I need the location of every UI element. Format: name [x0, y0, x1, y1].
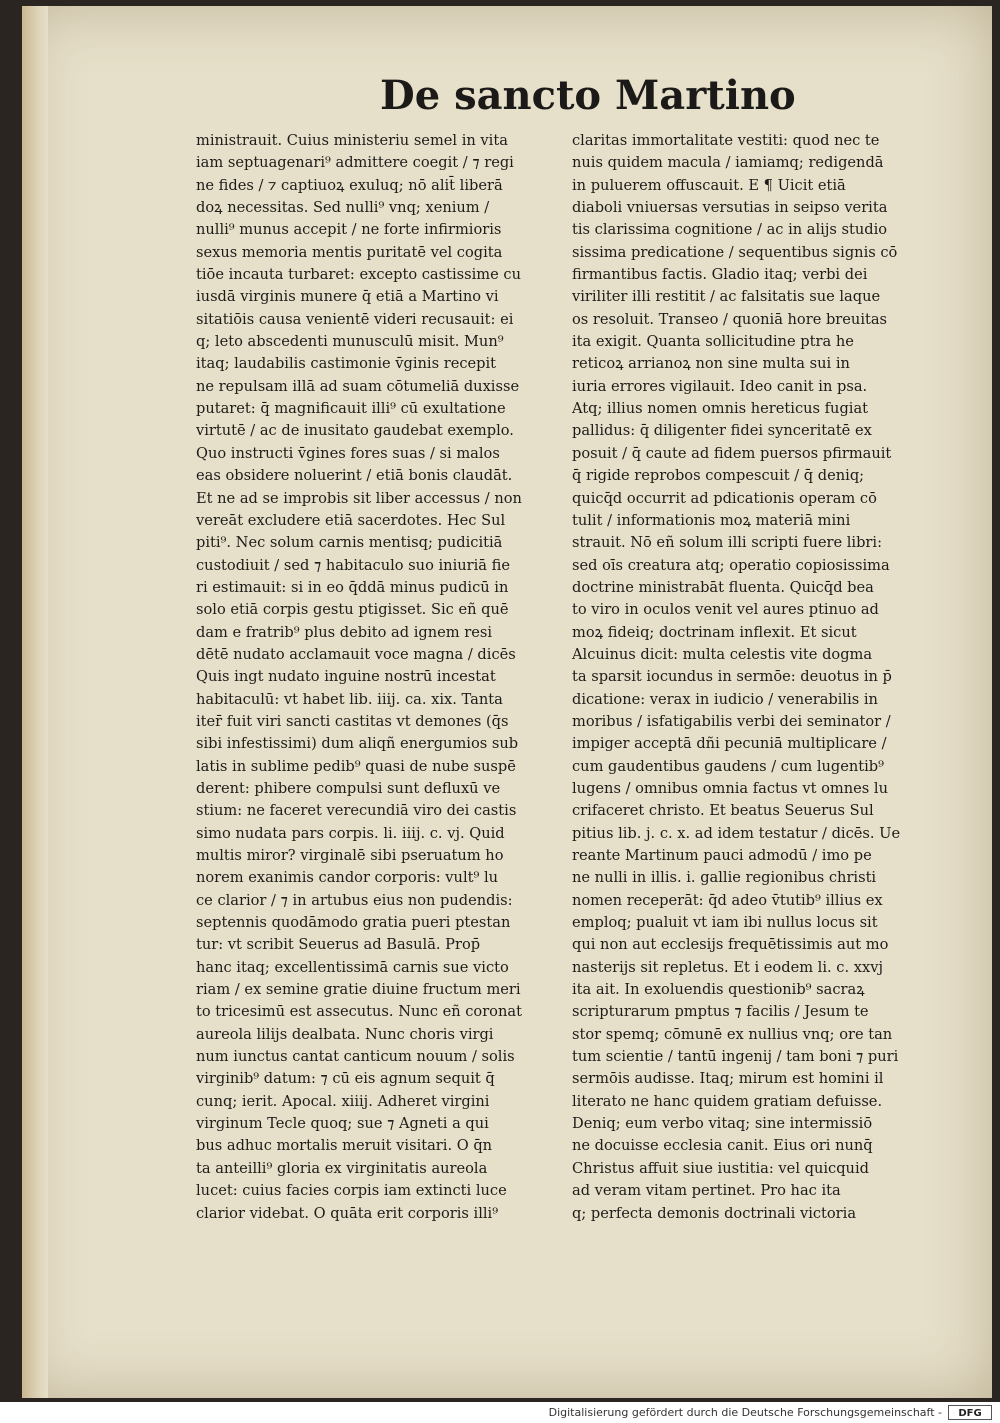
text-line: multis miror? virginalē sibi pseruatum ho	[196, 847, 504, 864]
text-line: diaboli vniuersas versutias in seipso verita	[572, 199, 888, 217]
left-text-column	[196, 130, 582, 1222]
text-line: literato ne hanc quidem gratiam defuisse.	[572, 1092, 883, 1110]
text-line: to tricesimū est assecutus. Nunc eñ coronat	[196, 1003, 522, 1021]
text-line: scripturarum pmptus ⁊ facilis / Jesum te	[572, 1003, 869, 1021]
page-edge	[22, 6, 48, 1398]
text-line: Et ne ad se improbis sit liber accessus / non	[196, 489, 522, 507]
text-line: putaret: q̄ magnificauit illi⁹ cū exultatione	[196, 400, 506, 418]
text-line: ta anteilli⁹ gloria ex virginitatis aureola	[196, 1159, 488, 1177]
text-line: cunq; ierit. Apocal. xiiij. Adheret virgini	[196, 1092, 490, 1110]
text-line: ita exigit. Quanta sollicitudine ptra he	[572, 333, 854, 351]
text-line: latis in sublime pedib⁹ quasi de nube suspē	[196, 757, 516, 775]
text-line: lugens / omnibus omnia factus vt omnes lu	[572, 779, 888, 797]
text-line: nomen receperāt: q̄d adeo v̄tutib⁹ illius ex	[572, 891, 883, 909]
text-line: norem exanimis candor corporis: vult⁹ lu	[196, 869, 499, 887]
text-line: doctrine ministrabāt fluenta. Quicq̄d bea	[572, 578, 874, 596]
text-line: solo etiā corpis gestu ptigisset. Sic eñ quē	[196, 601, 509, 619]
text-line: septennis quodāmodo gratia pueri ptestan	[196, 914, 511, 932]
text-line: lucet: cuius facies corpis iam extincti luce	[196, 1182, 507, 1200]
text-line: iter̄ fuit viri sancti castitas vt demones (q̄s	[196, 712, 509, 730]
text-line: clarior videbat. O quāta erit corporis illi⁹	[196, 1204, 499, 1222]
text-line: Quis ingt nudato inguine nostrū incestat	[196, 668, 496, 686]
text-line: tum scientie / tantū ingenij / tam boni ⁊ puri	[572, 1048, 899, 1066]
text-line: pitius lib. j. c. x. ad idem testatur / dicēs. Ue	[572, 824, 901, 842]
text-line: nulli⁹ munus accepit / ne forte infirmioris	[196, 221, 502, 239]
text-line: dam e fratrib⁹ plus debito ad ignem resi	[196, 623, 493, 641]
text-line: simo nudata pars corpis. li. iiij. c. vj. Quid	[196, 824, 505, 842]
text-line: Atq; illius nomen omnis hereticus fugiat	[572, 400, 869, 418]
text-line: reante Martinum pauci admodū / imo pe	[572, 847, 872, 864]
text-line: virginib⁹ datum: ⁊ cū eis agnum sequit q̄	[196, 1070, 495, 1088]
text-line: q̄ rigide reprobos compescuit / q̄ deniq;	[572, 467, 865, 485]
text-line: tur: vt scribit Seuerus ad Basulā. Prop̄	[196, 936, 481, 954]
text-line: crifaceret christo. Et beatus Seuerus Sul	[572, 802, 874, 820]
text-line: firmantibus factis. Gladio itaq; verbi dei	[572, 266, 868, 284]
text-line: viriliter illi restitit / ac falsitatis sue laque	[572, 288, 881, 306]
text-line: sed oīs creatura atq; operatio copiosissima	[572, 556, 890, 574]
text-line: virtutē / ac de inusitato gaudebat exemplo.	[196, 422, 514, 440]
text-line: hanc itaq; excellentissimā carnis sue victo	[196, 958, 509, 976]
text-line: nuis quidem macula / iamiamq; redigendā	[572, 154, 884, 172]
text-line: in puluerem offuscauit. E ¶ Uicit etiā	[572, 176, 846, 194]
text-line: nasterijs sit repletus. Et i eodem li. c. xxvj	[572, 958, 883, 976]
dfg-logo: DFG	[948, 1405, 992, 1420]
text-line: iuria errores vigilauit. Ideo canit in psa.	[572, 377, 868, 395]
text-line: moribus / isfatigabilis verbi dei seminator /	[572, 712, 891, 730]
text-line: dētē nudato acclamauit voce magna / dicēs	[196, 645, 516, 663]
text-line: ad veram vitam pertinet. Pro hac ita	[572, 1182, 841, 1200]
text-line: bus adhuc mortalis meruit visitari. O q̄n	[196, 1137, 493, 1155]
text-line: ne repulsam illā ad suam cōtumeliā duxisse	[196, 377, 520, 395]
text-line: q; leto abscedenti munusculū misit. Mun⁹	[196, 333, 504, 351]
text-line: virginum Tecle quoq; sue ⁊ Agneti a qui	[196, 1115, 489, 1133]
text-line: ce clarior / ⁊ in artubus eius non pudendis:	[196, 891, 513, 909]
text-line: ne docuisse ecclesia canit. Eius ori nunq̄	[572, 1137, 873, 1155]
text-line: cum gaudentibus gaudens / cum lugentib⁹	[572, 757, 884, 775]
text-line: to viro in oculos venit vel aures ptinuo ad	[572, 601, 879, 619]
page-title: De sancto Martino	[380, 72, 796, 119]
text-line: habitaculū: vt habet lib. iiij. ca. xix. Tanta	[196, 690, 503, 708]
text-line: tiōe incauta turbaret: excepto castissime cu	[196, 266, 521, 284]
text-line: ta sparsit iocundus in sermōe: deuotus in p̄	[572, 668, 892, 686]
text-line: moꝝ fideiq; doctrinam inflexit. Et sicut	[572, 623, 857, 641]
text-line: tulit / informationis moꝝ materiā mini	[572, 511, 851, 529]
footer-credit: Digitalisierung gefördert durch die Deutsche Forschungsgemeinschaft -	[548, 1406, 942, 1419]
text-line: itaq; laudabilis castimonie v̄ginis recepit	[196, 355, 497, 373]
text-line: ministrauit. Cuius ministeriu semel in vita	[196, 132, 508, 149]
text-line: sitatiōis causa venientē videri recusauit: ei	[196, 310, 514, 328]
text-line: strauit. Nō eñ solum illi scripti fuere libri:	[572, 534, 882, 552]
text-line: Alcuinus dicit: multa celestis vite dogma	[572, 645, 873, 663]
text-line: riam / ex semine gratie diuine fructum meri	[196, 981, 521, 999]
text-line: posuit / q̄ caute ad fidem puersos pfirmauit	[572, 444, 892, 462]
text-line: impiger acceptā dñi pecuniā multiplicare /	[572, 735, 887, 753]
text-line: piti⁹. Nec solum carnis mentisq; pudicitiā	[196, 534, 503, 552]
text-line: stium: ne faceret verecundiā viro dei castis	[196, 802, 517, 820]
text-line: pallidus: q̄ diligenter fidei synceritatē ex	[572, 422, 872, 440]
text-line: sermōis audisse. Itaq; mirum est homini il	[572, 1070, 884, 1088]
text-line: ne fides / ⁊ captiuoꝝ exuluq; nō alit̄ liberā	[196, 176, 503, 194]
text-line: emploq; pualuit vt iam ibi nullus locus sit	[572, 914, 878, 932]
text-line: iam septuagenari⁹ admittere coegit / ⁊ regi	[196, 154, 514, 172]
text-line: ne nulli in illis. i. gallie regionibus christi	[572, 869, 877, 887]
text-line: ita ait. In exoluendis questionib⁹ sacraꝝ	[572, 981, 865, 999]
text-line: stor spemq; cōmunē ex nullius vnq; ore tan	[572, 1025, 893, 1043]
text-line: Deniq; eum verbo vitaq; sine intermissiō	[572, 1115, 873, 1133]
text-line: aureola lilijs dealbata. Nunc choris virgi	[196, 1025, 494, 1043]
text-line: num iunctus cantat canticum nouum / solis	[196, 1048, 515, 1066]
text-line: doꝝ necessitas. Sed nulli⁹ vnq; xenium /	[196, 199, 490, 217]
text-line: claritas immortalitate vestiti: quod nec te	[572, 132, 880, 149]
text-line: ri estimauit: si in eo q̄ddā minus pudicū in	[196, 578, 509, 596]
text-line: sissima predicatione / sequentibus signis cō	[572, 243, 898, 261]
text-line: quicq̄d occurrit ad pdicationis operam cō	[572, 489, 877, 507]
text-line: Quo instructi v̄gines fores suas / si malos	[196, 444, 500, 462]
right-text-column	[572, 130, 964, 1222]
text-line: os resoluit. Transeo / quoniā hore breuitas	[572, 310, 888, 328]
text-line: dicatione: verax in iudicio / venerabilis in	[572, 690, 878, 708]
text-line: sibi infestissimi) dum aliqñ energumios sub	[196, 735, 519, 753]
text-line: tis clarissima cognitione / ac in alijs studio	[572, 221, 888, 239]
text-line: iusdā virginis munere q̄ etiā a Martino vi	[196, 288, 499, 306]
text-line: vereāt excludere etiā sacerdotes. Hec Sul	[196, 511, 506, 529]
text-line: reticoꝝ arrianoꝝ non sine multa sui in	[572, 355, 850, 373]
text-line: Christus affuit siue iustitia: vel quicquid	[572, 1159, 869, 1177]
text-line: sexus memoria mentis puritatē vel cogita	[196, 243, 503, 261]
text-line: qui non aut ecclesijs frequētissimis aut mo	[572, 936, 889, 954]
text-line: derent: phibere compulsi sunt defluxū ve	[196, 779, 501, 797]
text-line: custodiuit / sed ⁊ habitaculo suo iniuriā fie	[196, 556, 510, 574]
footer-bar	[0, 1402, 1000, 1423]
text-line: q; perfecta demonis doctrinali victoria	[572, 1204, 857, 1222]
text-line: eas obsidere noluerint / etiā bonis claudāt.	[196, 467, 513, 485]
